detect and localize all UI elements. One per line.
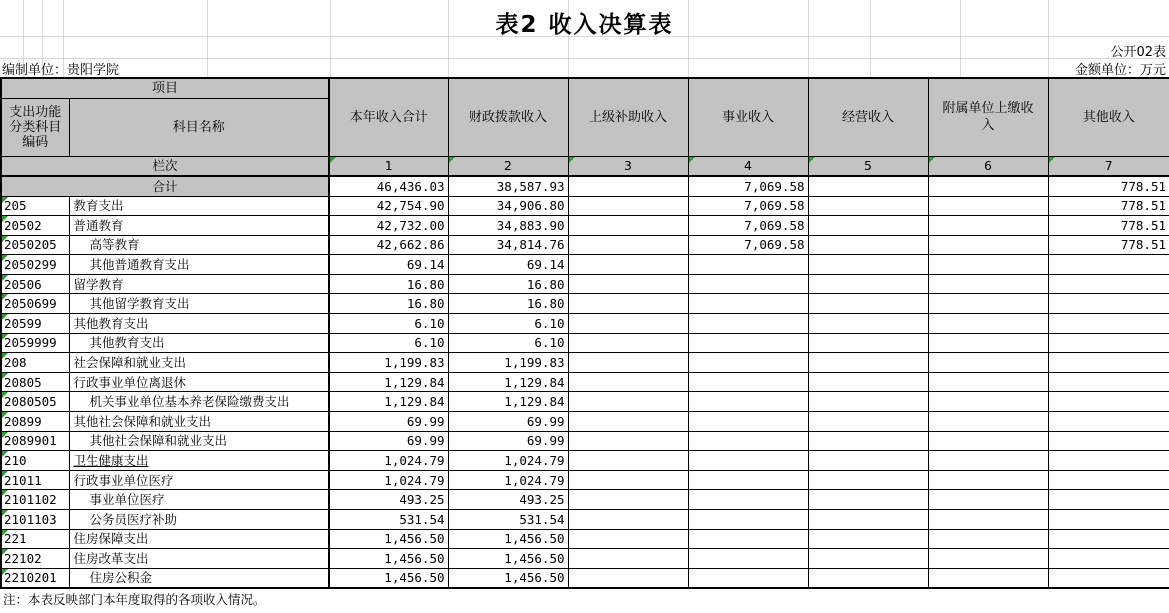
value-cell <box>1048 490 1169 510</box>
value-cell: 6.10 <box>329 314 448 334</box>
green-triangle-icon <box>2 197 8 203</box>
code-cell: 2210201 <box>1 568 69 588</box>
column-index-cell: 6 <box>928 156 1048 176</box>
value-cell: 531.54 <box>329 510 448 530</box>
value-cell <box>928 510 1048 530</box>
value-cell <box>928 176 1048 196</box>
value-cell <box>928 529 1048 549</box>
value-cell <box>928 196 1048 216</box>
value-cell: 1,199.83 <box>448 353 568 373</box>
value-cell <box>688 314 808 334</box>
table-row <box>1 470 1169 490</box>
name-column-header: 科目名称 <box>69 98 329 156</box>
value-cell <box>928 431 1048 451</box>
value-cell: 34,814.76 <box>448 235 568 255</box>
column-header-superior-subsidy: 上级补助收入 <box>568 78 688 156</box>
green-triangle-icon <box>2 530 8 536</box>
value-cell <box>568 235 688 255</box>
table-row <box>1 568 1169 588</box>
value-cell: 1,456.50 <box>329 568 448 588</box>
code-cell: 20502 <box>1 216 69 236</box>
green-triangle-icon <box>2 294 8 300</box>
name-cell: 行政事业单位离退休 <box>69 372 329 392</box>
value-cell: 42,662.86 <box>329 235 448 255</box>
value-cell <box>928 353 1048 373</box>
name-cell: 住房公积金 <box>69 568 329 588</box>
value-cell: 1,456.50 <box>329 529 448 549</box>
value-cell <box>568 470 688 490</box>
value-cell: 16.80 <box>448 294 568 314</box>
value-cell: 16.80 <box>448 274 568 294</box>
name-cell: 教育支出 <box>69 196 329 216</box>
value-cell <box>808 274 928 294</box>
green-triangle-icon <box>2 216 8 222</box>
value-cell <box>808 333 928 353</box>
column-header-appropriation: 财政拨款收入 <box>448 78 568 156</box>
value-cell <box>928 235 1048 255</box>
green-triangle-icon <box>2 510 8 516</box>
name-cell: 其他普通教育支出 <box>69 255 329 275</box>
value-cell <box>1048 372 1169 392</box>
name-cell: 其他留学教育支出 <box>69 294 329 314</box>
prepared-by: 编制单位：贵阳学院 <box>2 63 120 78</box>
table-row <box>1 196 1169 216</box>
code-cell: 20899 <box>1 412 69 432</box>
name-cell: 其他社会保障和就业支出 <box>69 412 329 432</box>
income-table <box>0 77 1169 589</box>
name-cell: 住房改革支出 <box>69 549 329 569</box>
value-cell: 1,129.84 <box>448 372 568 392</box>
table-row <box>1 490 1169 510</box>
value-cell: 1,456.50 <box>448 529 568 549</box>
value-cell <box>928 568 1048 588</box>
value-cell <box>808 196 928 216</box>
value-cell: 46,436.03 <box>329 176 448 196</box>
value-cell: 69.99 <box>448 412 568 432</box>
green-triangle-icon <box>929 157 935 163</box>
value-cell <box>568 255 688 275</box>
value-cell <box>1048 392 1169 412</box>
value-cell: 34,883.90 <box>448 216 568 236</box>
value-cell: 1,024.79 <box>329 470 448 490</box>
code-cell: 2101102 <box>1 490 69 510</box>
value-cell <box>1048 353 1169 373</box>
value-cell <box>928 451 1048 471</box>
value-cell: 493.25 <box>329 490 448 510</box>
value-cell <box>688 274 808 294</box>
value-cell: 69.99 <box>329 412 448 432</box>
value-cell: 778.51 <box>1048 176 1169 196</box>
value-cell <box>1048 568 1169 588</box>
column-index-cell: 7 <box>1048 156 1169 176</box>
value-cell <box>688 333 808 353</box>
value-cell <box>928 412 1048 432</box>
value-cell <box>928 314 1048 334</box>
value-cell: 1,456.50 <box>329 549 448 569</box>
value-cell <box>568 529 688 549</box>
column-index-cell: 3 <box>568 156 688 176</box>
table-row <box>1 392 1169 412</box>
value-cell <box>568 333 688 353</box>
table-row <box>1 216 1169 236</box>
value-cell <box>568 176 688 196</box>
code-cell: 20599 <box>1 314 69 334</box>
value-cell <box>568 314 688 334</box>
total-label-cell: 合计 <box>1 176 329 196</box>
value-cell <box>688 470 808 490</box>
value-cell <box>568 392 688 412</box>
value-cell <box>808 353 928 373</box>
green-triangle-icon <box>2 549 8 555</box>
code-cell: 2059999 <box>1 333 69 353</box>
value-cell <box>1048 549 1169 569</box>
value-cell: 69.14 <box>448 255 568 275</box>
value-cell <box>808 412 928 432</box>
table-row <box>1 529 1169 549</box>
name-cell: 其他教育支出 <box>69 333 329 353</box>
green-triangle-icon <box>2 471 8 477</box>
value-cell <box>928 294 1048 314</box>
value-cell: 6.10 <box>448 314 568 334</box>
name-cell: 事业单位医疗 <box>69 490 329 510</box>
value-cell <box>1048 255 1169 275</box>
value-cell: 6.10 <box>329 333 448 353</box>
green-triangle-icon <box>2 451 8 457</box>
value-cell <box>688 490 808 510</box>
column-header-business-income: 事业收入 <box>688 78 808 156</box>
value-cell: 6.10 <box>448 333 568 353</box>
page-title: 表2 收入决算表 <box>495 12 674 38</box>
column-index-cell: 2 <box>448 156 568 176</box>
value-cell <box>568 490 688 510</box>
value-cell <box>688 412 808 432</box>
green-triangle-icon <box>2 412 8 418</box>
value-cell <box>688 294 808 314</box>
code-cell: 2050299 <box>1 255 69 275</box>
value-cell: 16.80 <box>329 294 448 314</box>
name-cell: 普通教育 <box>69 216 329 236</box>
name-cell: 其他社会保障和就业支出 <box>69 431 329 451</box>
value-cell: 1,129.84 <box>448 392 568 412</box>
code-cell: 22102 <box>1 549 69 569</box>
table-header <box>1 78 1169 176</box>
table-row <box>1 274 1169 294</box>
value-cell: 38,587.93 <box>448 176 568 196</box>
value-cell: 1,024.79 <box>329 451 448 471</box>
green-triangle-icon <box>330 157 336 163</box>
value-cell <box>568 274 688 294</box>
amount-unit: 金额单位：万元 <box>1074 63 1166 78</box>
value-cell <box>688 451 808 471</box>
green-triangle-icon <box>2 255 8 261</box>
value-cell <box>688 372 808 392</box>
value-cell <box>1048 412 1169 432</box>
green-triangle-icon <box>2 432 8 438</box>
value-cell <box>808 510 928 530</box>
name-cell: 行政事业单位医疗 <box>69 470 329 490</box>
name-cell: 其他教育支出 <box>69 314 329 334</box>
value-cell <box>808 372 928 392</box>
value-cell <box>928 490 1048 510</box>
value-cell: 1,199.83 <box>329 353 448 373</box>
value-cell <box>688 255 808 275</box>
value-cell: 7,069.58 <box>688 176 808 196</box>
value-cell <box>808 490 928 510</box>
value-cell <box>1048 333 1169 353</box>
value-cell <box>688 510 808 530</box>
value-cell <box>688 529 808 549</box>
value-cell <box>1048 529 1169 549</box>
code-cell: 2089901 <box>1 431 69 451</box>
value-cell <box>928 333 1048 353</box>
lanci-label-cell: 栏次 <box>1 156 329 176</box>
value-cell <box>808 451 928 471</box>
column-index-cell: 1 <box>329 156 448 176</box>
name-cell: 卫生健康支出 <box>69 451 329 471</box>
value-cell: 1,024.79 <box>448 470 568 490</box>
code-cell: 2080505 <box>1 392 69 412</box>
column-header-total: 本年收入合计 <box>329 78 448 156</box>
value-cell <box>808 255 928 275</box>
value-cell: 69.14 <box>329 255 448 275</box>
table-row <box>1 372 1169 392</box>
name-cell: 机关事业单位基本养老保险缴费支出 <box>69 392 329 412</box>
table-row <box>1 431 1169 451</box>
table-body <box>1 176 1169 588</box>
value-cell <box>1048 451 1169 471</box>
green-triangle-icon <box>2 334 8 340</box>
value-cell <box>808 549 928 569</box>
value-cell <box>568 353 688 373</box>
value-cell <box>568 372 688 392</box>
value-cell <box>808 235 928 255</box>
value-cell: 1,456.50 <box>448 549 568 569</box>
code-cell: 208 <box>1 353 69 373</box>
green-triangle-icon <box>2 373 8 379</box>
value-cell: 34,906.80 <box>448 196 568 216</box>
value-cell <box>1048 314 1169 334</box>
green-triangle-icon <box>2 314 8 320</box>
value-cell <box>808 529 928 549</box>
value-cell: 1,456.50 <box>448 568 568 588</box>
value-cell: 16.80 <box>329 274 448 294</box>
value-cell <box>928 392 1048 412</box>
note: 注：本表反映部门本年度取得的各项收入情况。 <box>3 592 266 607</box>
value-cell: 7,069.58 <box>688 235 808 255</box>
green-triangle-icon <box>449 157 455 163</box>
code-cell: 2050205 <box>1 235 69 255</box>
value-cell: 1,024.79 <box>448 451 568 471</box>
code-column-header: 支出功能分类科目编码 <box>1 98 69 156</box>
total-row <box>1 176 1169 196</box>
value-cell <box>688 549 808 569</box>
value-cell: 778.51 <box>1048 235 1169 255</box>
code-cell: 2050699 <box>1 294 69 314</box>
column-header-affiliated-units: 附属单位上缴收入 <box>928 78 1048 156</box>
green-triangle-icon <box>2 490 8 496</box>
value-cell <box>688 431 808 451</box>
value-cell <box>1048 294 1169 314</box>
value-cell <box>928 372 1048 392</box>
value-cell <box>688 392 808 412</box>
green-triangle-icon <box>2 353 8 359</box>
value-cell <box>808 314 928 334</box>
green-triangle-icon <box>1049 157 1055 163</box>
value-cell <box>808 431 928 451</box>
value-cell <box>688 353 808 373</box>
value-cell <box>568 412 688 432</box>
value-cell: 778.51 <box>1048 196 1169 216</box>
value-cell <box>688 568 808 588</box>
table-row <box>1 294 1169 314</box>
green-triangle-icon <box>2 392 8 398</box>
name-cell: 社会保障和就业支出 <box>69 353 329 373</box>
doc-code: 公开02表 <box>1110 45 1166 60</box>
green-triangle-icon <box>2 569 8 575</box>
code-cell: 221 <box>1 529 69 549</box>
value-cell <box>808 470 928 490</box>
table-row <box>1 314 1169 334</box>
value-cell <box>928 255 1048 275</box>
column-index-cell: 4 <box>688 156 808 176</box>
value-cell <box>568 510 688 530</box>
name-cell: 公务员医疗补助 <box>69 510 329 530</box>
table-row <box>1 353 1169 373</box>
value-cell <box>808 392 928 412</box>
value-cell: 7,069.58 <box>688 196 808 216</box>
column-header-other-income: 其他收入 <box>1048 78 1169 156</box>
code-cell: 20805 <box>1 372 69 392</box>
value-cell <box>1048 274 1169 294</box>
green-triangle-icon <box>689 157 695 163</box>
name-cell: 高等教育 <box>69 235 329 255</box>
value-cell <box>1048 470 1169 490</box>
value-cell <box>808 294 928 314</box>
value-cell <box>568 431 688 451</box>
value-cell <box>568 196 688 216</box>
green-triangle-icon <box>2 275 8 281</box>
green-triangle-icon <box>809 157 815 163</box>
value-cell: 69.99 <box>448 431 568 451</box>
value-cell <box>808 216 928 236</box>
value-cell <box>568 549 688 569</box>
code-cell: 21011 <box>1 470 69 490</box>
table-row <box>1 235 1169 255</box>
value-cell <box>568 294 688 314</box>
name-cell: 留学教育 <box>69 274 329 294</box>
value-cell <box>568 568 688 588</box>
value-cell: 531.54 <box>448 510 568 530</box>
value-cell: 7,069.58 <box>688 216 808 236</box>
value-cell: 778.51 <box>1048 216 1169 236</box>
table-row <box>1 510 1169 530</box>
value-cell <box>928 549 1048 569</box>
code-cell: 210 <box>1 451 69 471</box>
value-cell <box>1048 510 1169 530</box>
value-cell <box>928 216 1048 236</box>
green-triangle-icon <box>569 157 575 163</box>
table-row <box>1 412 1169 432</box>
table-row <box>1 549 1169 569</box>
value-cell <box>1048 431 1169 451</box>
value-cell: 1,129.84 <box>329 392 448 412</box>
value-cell <box>808 176 928 196</box>
value-cell <box>928 470 1048 490</box>
value-cell <box>568 216 688 236</box>
code-cell: 205 <box>1 196 69 216</box>
green-triangle-icon <box>2 236 8 242</box>
value-cell <box>808 568 928 588</box>
name-cell: 住房保障支出 <box>69 529 329 549</box>
value-cell <box>568 451 688 471</box>
code-cell: 2101103 <box>1 510 69 530</box>
value-cell: 1,129.84 <box>329 372 448 392</box>
value-cell <box>928 274 1048 294</box>
table-row <box>1 333 1169 353</box>
column-index-cell: 5 <box>808 156 928 176</box>
table-row <box>1 255 1169 275</box>
project-header-cell: 项目 <box>1 78 329 98</box>
value-cell: 42,732.00 <box>329 216 448 236</box>
value-cell: 42,754.90 <box>329 196 448 216</box>
value-cell: 69.99 <box>329 431 448 451</box>
code-cell: 20506 <box>1 274 69 294</box>
column-header-operating-income: 经营收入 <box>808 78 928 156</box>
table-row <box>1 451 1169 471</box>
value-cell: 493.25 <box>448 490 568 510</box>
